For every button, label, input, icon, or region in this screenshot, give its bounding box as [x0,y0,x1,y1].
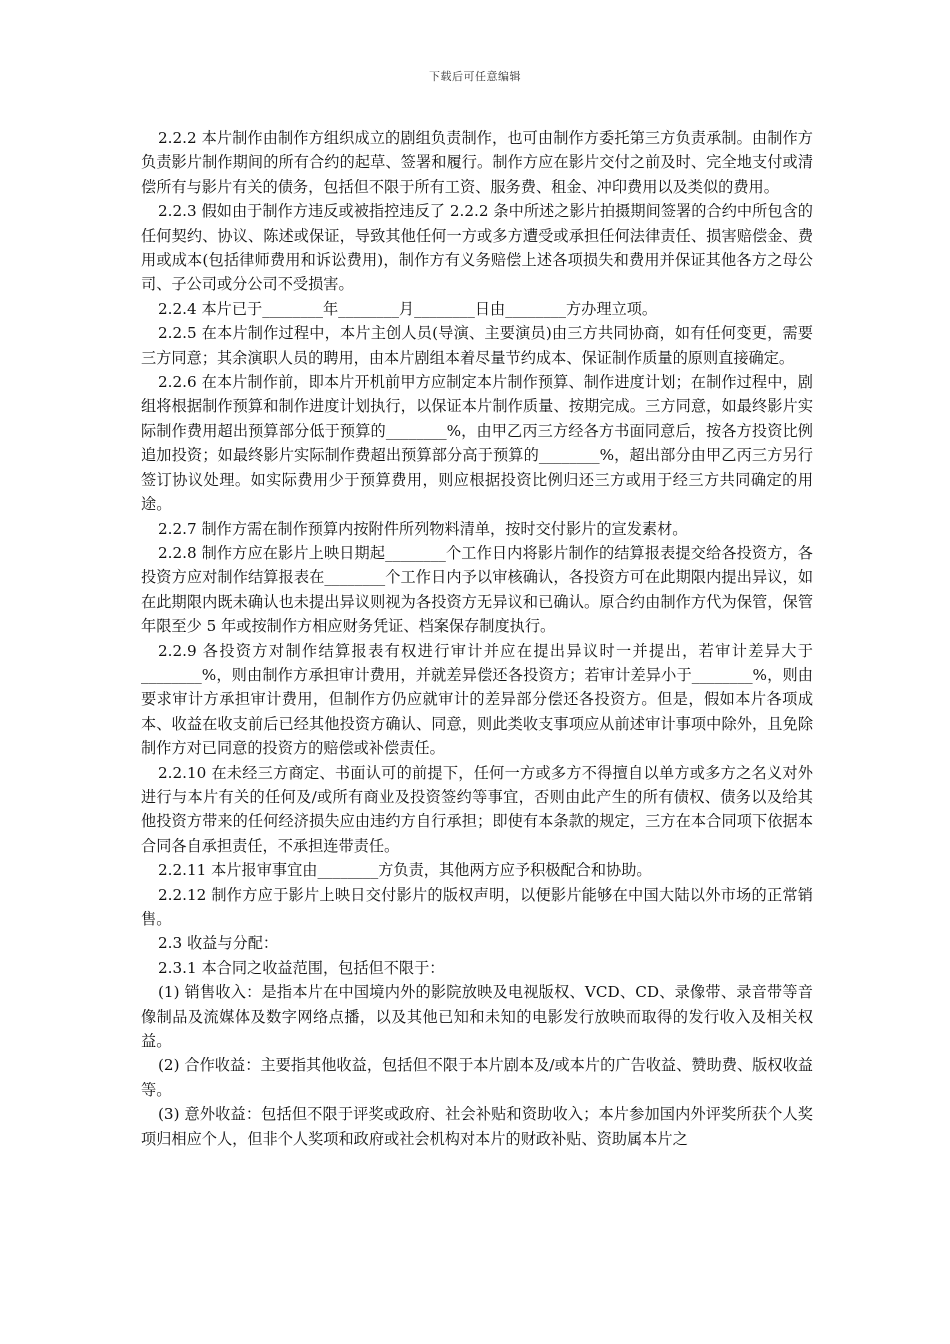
income-item-unexpected: (3) 意外收益：包括但不限于评奖或政府、社会补贴和资助收入；本片参加国内外评奖所获个人奖项归相应个人，但非个人奖项和政府或社会机构对本片的财政补贴、资助属本片之 [141,1105,813,1148]
section-2-3-heading: 2.3 收益与分配： [158,934,279,953]
clause-2-2-5: 2.2.5 在本片制作过程中，本片主创人员(导演、主要演员)由三方共同协商，如有任何变更，需要三方同意；其余演职人员的聘用，由本片剧组本着尽量节约成本、保证制作质量的原则直接确定。 [141,324,813,367]
clause-2-2-3: 2.2.3 假如由于制作方违反或被指控违反了 2.2.2 条中所述之影片拍摄期间签署的合约中所包含的任何契约、协议、陈述或保证，导致其他任何一方或多方遭受或承担任何法律责任、损害赔偿金、费用或成本(包括律师费用和诉讼费用)，制作方有义务赔偿上述各项损失和费用并保证其他各方之母公司、子公司或分公司不受损害。 [141,202,813,294]
clause-2-2-12: 2.2.12 制作方应于影片上映日交付影片的版权声明，以便影片能够在中国大陆以外市场的正常销售。 [141,885,813,928]
clause-2-2-2: 2.2.2 本片制作由制作方组织成立的剧组负责制作，也可由制作方委托第三方负责承制。由制作方负责影片制作期间的所有合约的起草、签署和履行。制作方应在影片交付之前及时、完全地支付或清偿所有与影片有关的债务，包括但不限于所有工资、服务费、租金、冲印费用以及类似的费用。 [141,129,813,196]
clause-2-2-6: 2.2.6 在本片制作前，即本片开机前甲方应制定本片制作预算、制作进度计划；在制作过程中，剧组将根据制作预算和制作进度计划执行，以保证本片制作质量、按期完成。三方同意，如最终影片实际制作费用超出预算部分低于预算的________%，由甲乙丙三方经各方书面同意后，按各方投资比例追加投资；如最终影片实际制作费超出预算部分高于预算的________%，超出部分由甲乙丙三方另行签订协议处理。如实际费用少于预算费用，则应根据投资比例归还三方或用于经三方共同确定的用途。 [141,373,813,514]
clause-2-2-4: 2.2.4 本片已于________年________月________日由________方办理立项。 [158,299,658,318]
document-body [141,126,813,1151]
clause-2-2-10: 2.2.10 在未经三方商定、书面认可的前提下，任何一方或多方不得擅自以单方或多方之名义对外进行与本片有关的任何及/或所有商业及投资签约等事宜，否则由此产生的所有债权、债务以及给其他投资方带来的任何经济损失应由违约方自行承担；即使有本条款的规定，三方在本合同项下依据本合同各自承担责任，不承担连带责任。 [141,763,813,855]
clause-2-2-8: 2.2.8 制作方应在影片上映日期起________个工作日内将影片制作的结算报表提交给各投资方，各投资方应对制作结算报表在________个工作日内予以审核确认，各投资方可在此期限内提出异议，如在此期限内既未确认也未提出异议则视为各投资方无异议和已确认。原合约由制作方代为保管，保管年限至少 5 年或按制作方相应财务凭证、档案保存制度执行。 [141,543,813,636]
clause-2-3-1: 2.3.1 本合同之收益范围，包括但不限于： [158,958,445,977]
income-item-cooperation: (2) 合作收益：主要指其他收益，包括但不限于本片剧本及/或本片的广告收益、赞助费、版权收益等。 [141,1056,813,1099]
clause-2-2-9: 2.2.9 各投资方对制作结算报表有权进行审计并应在提出异议时一并提出，若审计差异大于________%，则由制作方承担审计费用，并就差异偿还各投资方；若审计差异小于________%，则由要求审计方承担审计费用，但制作方仍应就审计的差异部分偿还各投资方。但是，假如本片各项成本、收益在收支前后已经其他投资方确认、同意，则此类收支事项应从前述审计事项中除外，且免除制作方对已同意的投资方的赔偿或补偿责任。 [141,641,813,758]
clause-2-2-7: 2.2.7 制作方需在制作预算内按附件所列物料清单，按时交付影片的宣发素材。 [158,519,688,538]
clause-2-2-11: 2.2.11 本片报审事宜由________方负责，其他两方应予积极配合和协助。 [158,861,652,880]
page-header: 下载后可任意编辑 [429,70,521,83]
income-item-sales: (1) 销售收入：是指本片在中国境内外的影院放映及电视版权、VCD、CD、录像带、录音带等音像制品及流媒体及数字网络点播，以及其他已知和未知的电影发行放映而取得的发行收入及相关权益。 [141,983,813,1051]
